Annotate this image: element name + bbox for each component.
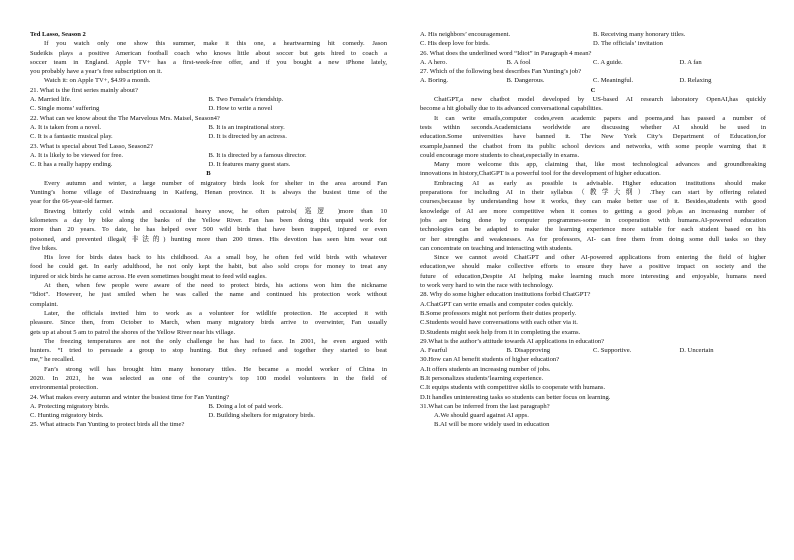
question-29-options-row [420, 346, 766, 355]
passage-b-line: Yunting’s home village of Daxinzhuang in Kaifeng, Henan province. It is always the busiest time of the [30, 189, 387, 197]
passage-c-line: knowledge of AI are more competitive when it comes to getting a good job,as an increasing number of [420, 207, 766, 215]
question-21-options-row [30, 95, 387, 104]
passage-b-line: Every autumn and winter, a large number of migratory birds look for shelter in the area around Fan [44, 179, 387, 187]
passage-b-line: injured or sick birds he came across. He even sometimes bought meat to feed wild eagles. [30, 272, 267, 280]
question-29-stem: 29.What is the author’s attitude towards AI applications in education? [420, 337, 605, 345]
question-21-option-a[interactable]: A. Married life. [30, 96, 72, 104]
passage-c-line: could encourage more students to cheat,especially in exams. [420, 151, 580, 159]
passage-c-line: courses,because by understanding how it works, they can make better use of it. Besides,students with good [420, 198, 766, 206]
passage-b-line: poisoned, and prevented illegal( 非法的) hunting more than 200 times. His devotion has seen him wear out [30, 235, 387, 243]
question-24-options-row [30, 402, 387, 411]
section-b-heading: B [206, 170, 211, 178]
passage-b-line: year for the 66-year-old farmer. [30, 198, 114, 206]
question-27-option-b[interactable]: B. Dangerous. [506, 77, 545, 85]
question-30-option-d[interactable]: D.It handles uninteresting tasks so students can better focus on learning. [420, 393, 611, 401]
question-26-option-d[interactable]: D. A fan [679, 58, 702, 66]
passage-b-line: gets up at about 5 am to patrol the shores of the Yellow River near his village. [30, 328, 236, 336]
question-30-stem: 30.How can AI benefit students of higher education? [420, 356, 560, 364]
passage-c-line: tests within seconds.Academicians worldwide are discussing whether AI should be used in [420, 123, 766, 131]
passage-b-line: complaint. [30, 300, 59, 308]
question-21-options-row [30, 104, 387, 113]
passage-c-line: to work very hard to win the race with technology. [420, 282, 554, 290]
passage-b-line: 2020. In 2021, he was selected as one of the country’s top 100 model volunteers in the field of [30, 374, 387, 382]
passage-b-line: The freezing temperatures are not the only challenge he has had to face. In 2001, he even argued with [44, 337, 387, 345]
question-30-option-c[interactable]: C.It equips students with competitive skills to cooperate with humans. [420, 384, 606, 392]
passage-b-line: five bikes. [30, 244, 58, 252]
question-24-option-d[interactable]: D. Building shelters for migratory birds. [208, 412, 315, 420]
question-22-options-row [30, 123, 387, 132]
question-26-option-a[interactable]: A. A hero. [420, 58, 448, 66]
question-28-option-c[interactable]: C.Students would have conversations with each other via it. [420, 319, 578, 327]
question-28-stem: 28. Why do some higher education institutions forbid ChatGPT? [420, 291, 591, 299]
question-29-option-a[interactable]: A. Fearful [420, 347, 448, 355]
question-23-option-c[interactable]: C. It has a really happy ending. [30, 161, 113, 169]
article-title: Ted Lasso, Season 2 [30, 31, 86, 38]
question-23-options-row [30, 151, 387, 160]
passage-c-line: preparations for including AI in their syllabus（教学大纲）.They can start by offering related [420, 189, 766, 197]
question-22-option-a[interactable]: A. It is taken from a novel. [30, 123, 102, 131]
question-30-option-a[interactable]: A.It offers students an increasing number of jobs. [420, 365, 551, 373]
passage-c-line: Embracing AI as early as possible is advisable. Higher education institutions should make [434, 179, 766, 187]
question-22-option-b[interactable]: B. It is an inspirational story. [208, 123, 285, 131]
question-31-option-b[interactable]: B.AI will be more widely used in education [434, 421, 550, 429]
passage-b-line: pleasure. Since then, from October to March, when many migratory birds arrive to overwinter, Fan usually [30, 319, 387, 327]
question-27-option-c[interactable]: C. Meaningful. [593, 77, 634, 85]
question-29-option-b[interactable]: B. Disapproving [506, 347, 551, 355]
left-column [30, 30, 387, 430]
question-26-stem: 26. What does the underlined word “Idiot” in Paragraph 4 mean? [420, 49, 592, 57]
question-29-option-c[interactable]: C. Supportive. [593, 347, 632, 355]
question-27-option-a[interactable]: A. Boring. [420, 77, 449, 85]
passage-c-line: example,banned the chatbot from its public school devices and networks, with some people warning that it [420, 142, 766, 150]
passage-c-line: It can write emails,computer codes,even academic papers and poems,and has passed a number of [434, 114, 766, 122]
section-c-heading: C [590, 86, 596, 94]
passage-b-line: kilometers a day by bike along the banks of the Yellow River. Fan has been doing this unpaid work for [30, 216, 387, 224]
question-21-option-c[interactable]: C. Single moms’ suffering [30, 105, 100, 113]
question-21-option-b[interactable]: B. Two Female’s friendship. [208, 96, 284, 104]
question-29-option-d[interactable]: D. Uncertain [679, 347, 714, 355]
question-31-option-a[interactable]: A.We should guard against AI apps. [434, 412, 529, 420]
right-column [420, 30, 766, 430]
passage-b-line: His love for birds dates back to his childhood. As a small boy, he often fed wild birds with whatever [44, 254, 387, 262]
question-30-option-b[interactable]: B.It personalizes students’learning experience. [420, 374, 544, 382]
question-24-option-a[interactable]: A. Protecting migratory birds. [30, 402, 110, 410]
question-27-stem: 27. Which of the following best describes Fan Yunting’s job? [420, 68, 582, 76]
passage-c-line: education,we should make collective efforts to ensure they have a positive impact on society and the [420, 263, 766, 271]
question-23-option-a[interactable]: A. It is likely to be viewed for free. [30, 151, 124, 159]
passage-b-line: Fan’s strong will has brought him many honorary titles. He became a model worker of China in [44, 365, 387, 373]
passage-b-line: “Idiot”. However, he just smiled when he was called the name and continued his protection work without [30, 291, 387, 299]
question-25-options-row [420, 39, 766, 48]
passage-b-line: me,” he recalled. [30, 356, 75, 364]
passage-a-line: Sudeikis plays a positive American football coach who knows little about soccer but gets hired to coach a [30, 49, 387, 57]
passage-b-line: Later, the officials invited him to work as a volunteer for wildlife protection. He accepted it with [44, 309, 387, 317]
passage-c-line: future of education,Despite AI helping make learning much more interesting and enjoyable, humans need [420, 272, 766, 280]
passage-a-line: If you watch only one show this summer, make it this one, a heartwarming hit comedy. Jason [44, 40, 387, 48]
passage-b-line: more than 20 years. To date, he has helped over 500 wild birds that have been trapped, injured or even [30, 226, 387, 234]
passage-c-line: education.Some universities have banned it. The New York City’s Department of Education,for [420, 133, 766, 141]
question-26-option-b[interactable]: B. A fool [506, 58, 531, 66]
question-26-options-row [420, 58, 766, 67]
question-22-option-c[interactable]: C. It is a fantastic musical play. [30, 133, 113, 141]
passage-b-line: At then, when few people were aware of the need to protect birds, his actions won him the nickname [44, 282, 387, 290]
question-27-options-row [420, 76, 766, 85]
passage-b-line: environmental protection. [30, 384, 99, 392]
question-23-stem: 23. What is special about Ted Lasso, Season2? [30, 142, 153, 150]
question-31-stem: 31.What can be inferred from the last paragraph? [420, 402, 550, 410]
passage-b-line: Braving bitterly cold winds and occasional heavy snow, he often patrols( 巡逻 )more than 10 [44, 207, 387, 215]
passage-a-line: soccer team in England. Apple TV+ has a first-week-free offer, and if you bought a new iPhone lately, [30, 58, 387, 66]
passage-c-line: innovations in history,ChatGPT is a powerful tool for the development of higher education. [420, 170, 661, 178]
passage-c-line: can concentrate on teaching and interacting with students. [420, 244, 573, 252]
question-28-option-b[interactable]: B.Some professors might not perform their duties properly. [420, 309, 577, 317]
question-28-option-d[interactable]: D.Students might seek help from it in completing the exams. [420, 328, 581, 336]
question-22-stem: 22. What can we know about the The Marvelous Mrs. Maisel, Season4? [30, 114, 220, 122]
question-22-option-d[interactable]: D. It is directed by an actress. [208, 133, 287, 141]
question-25-option-b[interactable]: B. Receiving many honorary titles. [593, 31, 686, 38]
passage-c-line: Many more welcome this app, claiming that, like most technological advances and groundbreaking [434, 161, 766, 169]
question-25-stem: 25. What attracts Fan Yunting to protect birds all the time? [30, 421, 185, 429]
question-23-option-d[interactable]: D. It features many guest stars. [208, 161, 291, 169]
question-25-options-row [420, 30, 766, 39]
passage-c-line: Since we cannot avoid ChatGPT and other AI-powered applications from entering the field of higher [434, 254, 766, 262]
question-23-option-b[interactable]: B. It is directed by a famous director. [208, 151, 307, 159]
passage-c-line: become a hit globally due to its advanced conversational capabilities. [420, 105, 603, 113]
question-25-option-c[interactable]: C. His deep love for birds. [420, 40, 490, 48]
question-28-option-a[interactable]: A.ChatGPT can write emails and computer codes quickly. [420, 300, 574, 308]
passage-b-line: hunters. “I tried to persuade a group to stop hunting. But they refused and together they started to beat [30, 347, 387, 355]
passage-a-line: you probably have a year’s free subscription on it. [30, 68, 163, 76]
question-21-stem: 21. What is the first series mainly about? [30, 86, 138, 94]
question-25-option-d[interactable]: D. The officials’ invitation [593, 40, 663, 48]
passage-c-line: technologies can be adapted to make the learning experience more suitable for each student based on his [420, 226, 766, 234]
question-26-option-c[interactable]: C. A guide. [593, 58, 623, 66]
question-22-options-row [30, 132, 387, 141]
passage-c-line: jobs are being done by computer programmes-some in cooperation with humans.AI-powered education [420, 216, 766, 224]
passage-c-line: or her strengths and weaknesses. As for professors, AI- can free them from doing some dull tasks so they [420, 235, 766, 243]
question-24-options-row [30, 411, 387, 420]
question-23-options-row [30, 160, 387, 169]
question-24-option-c[interactable]: C. Hunting migratory birds. [30, 412, 104, 420]
passage-b-line: food he could get. In early adulthood, he not only kept the habit, but also sold crops for money to treat any [30, 263, 387, 271]
question-24-stem: 24. What makes every autumn and winter the busiest time for Fan Yunting? [30, 393, 230, 401]
question-24-option-b[interactable]: B. Doing a lot of paid work. [208, 402, 283, 410]
passage-a-line: Watch it: on Apple TV+, $4.99 a month. [44, 77, 151, 85]
question-25-option-a[interactable]: A. His neighbors’ encouragement. [420, 31, 511, 38]
passage-c-line: ChatGPT,a new chatbot model developed by US-based AI research laboratory OpenAI,has quickly [434, 96, 766, 104]
question-27-option-d[interactable]: D. Relaxing [679, 77, 712, 85]
question-21-option-d[interactable]: D. How to write a novel [208, 105, 273, 113]
